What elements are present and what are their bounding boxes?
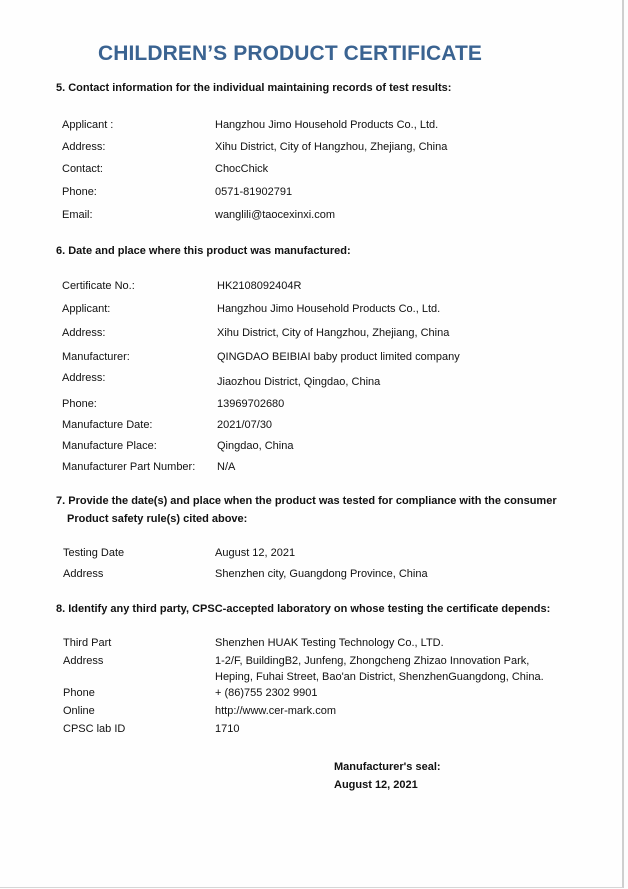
field-label: Address: (62, 372, 106, 384)
field-label: Manufacture Date: (62, 419, 153, 431)
section-8-heading: 8. Identify any third party, CPSC-accepted laboratory on whose testing the certificate depends: (56, 603, 551, 615)
section-7-heading-line1: 7. Provide the date(s) and place when the product was tested for compliance with the consumer (56, 495, 557, 507)
field-value: Shenzhen city, Guangdong Province, China (215, 568, 428, 580)
field-value: Xihu District, City of Hangzhou, Zhejiang, China (215, 141, 448, 153)
field-label: Third Part (63, 637, 112, 649)
field-value: ChocChick (215, 163, 269, 175)
field-value: Shenzhen HUAK Testing Technology Co., LTD. (215, 637, 444, 649)
field-label: Phone: (62, 186, 97, 198)
field-value: Heping, Fuhai Street, Bao'an District, ShenzhenGuangdong, China. (215, 671, 544, 683)
field-label: Manufacturer Part Number: (62, 461, 196, 473)
field-value: 1710 (215, 723, 240, 735)
field-label: Address (63, 655, 104, 667)
section-7-heading-line2: Product safety rule(s) cited above: (67, 513, 248, 525)
section-7-heading (56, 495, 557, 525)
field-label: Applicant : (62, 119, 114, 131)
field-value: HK2108092404R (217, 280, 302, 292)
section-6-heading: 6. Date and place where this product was manufactured: (56, 245, 351, 257)
field-label: Email: (62, 209, 93, 221)
field-value: August 12, 2021 (215, 547, 296, 559)
field-label: Certificate No.: (62, 280, 135, 292)
field-label: Phone: (62, 398, 97, 410)
field-label: Manufacture Place: (62, 440, 157, 452)
field-value: Jiaozhou District, Qingdao, China (217, 376, 381, 388)
field-value: Hangzhou Jimo Household Products Co., Ltd. (217, 303, 441, 315)
field-value: Qingdao, China (217, 440, 294, 452)
seal-date: August 12, 2021 (334, 779, 418, 791)
field-label: Applicant: (62, 303, 111, 315)
field-value: 2021/07/30 (217, 419, 273, 431)
field-value: http://www.cer-mark.com (215, 705, 337, 717)
field-label: Manufacturer: (62, 351, 130, 363)
field-value: Xihu District, City of Hangzhou, Zhejiang, China (217, 327, 450, 339)
field-label: Address: (62, 141, 106, 153)
field-label: Contact: (62, 163, 103, 175)
seal-label: Manufacturer's seal: (334, 761, 441, 773)
field-value: + (86)755 2302 9901 (215, 687, 318, 699)
manufacturer-seal (334, 758, 441, 794)
field-label: Testing Date (63, 547, 125, 559)
field-value: wanglili@taocexinxi.com (215, 209, 335, 221)
field-value: N/A (217, 461, 236, 473)
field-value: 13969702680 (217, 398, 285, 410)
field-label: Online (63, 705, 95, 717)
field-label: Address: (62, 327, 106, 339)
field-label: CPSC lab ID (63, 723, 126, 735)
field-label: Address (63, 568, 104, 580)
certificate-title: CHILDREN’S PRODUCT CERTIFICATE (97, 42, 483, 65)
field-value: 1-2/F, BuildingB2, Junfeng, Zhongcheng Zhizao Innovation Park, (215, 655, 530, 667)
field-value: Hangzhou Jimo Household Products Co., Ltd. (215, 119, 439, 131)
field-label: Phone (63, 687, 95, 699)
field-value: 0571-81902791 (215, 186, 293, 198)
field-value: QINGDAO BEIBIAI baby product limited company (217, 351, 460, 363)
section-5-heading: 5. Contact information for the individual maintaining records of test results: (56, 82, 452, 94)
